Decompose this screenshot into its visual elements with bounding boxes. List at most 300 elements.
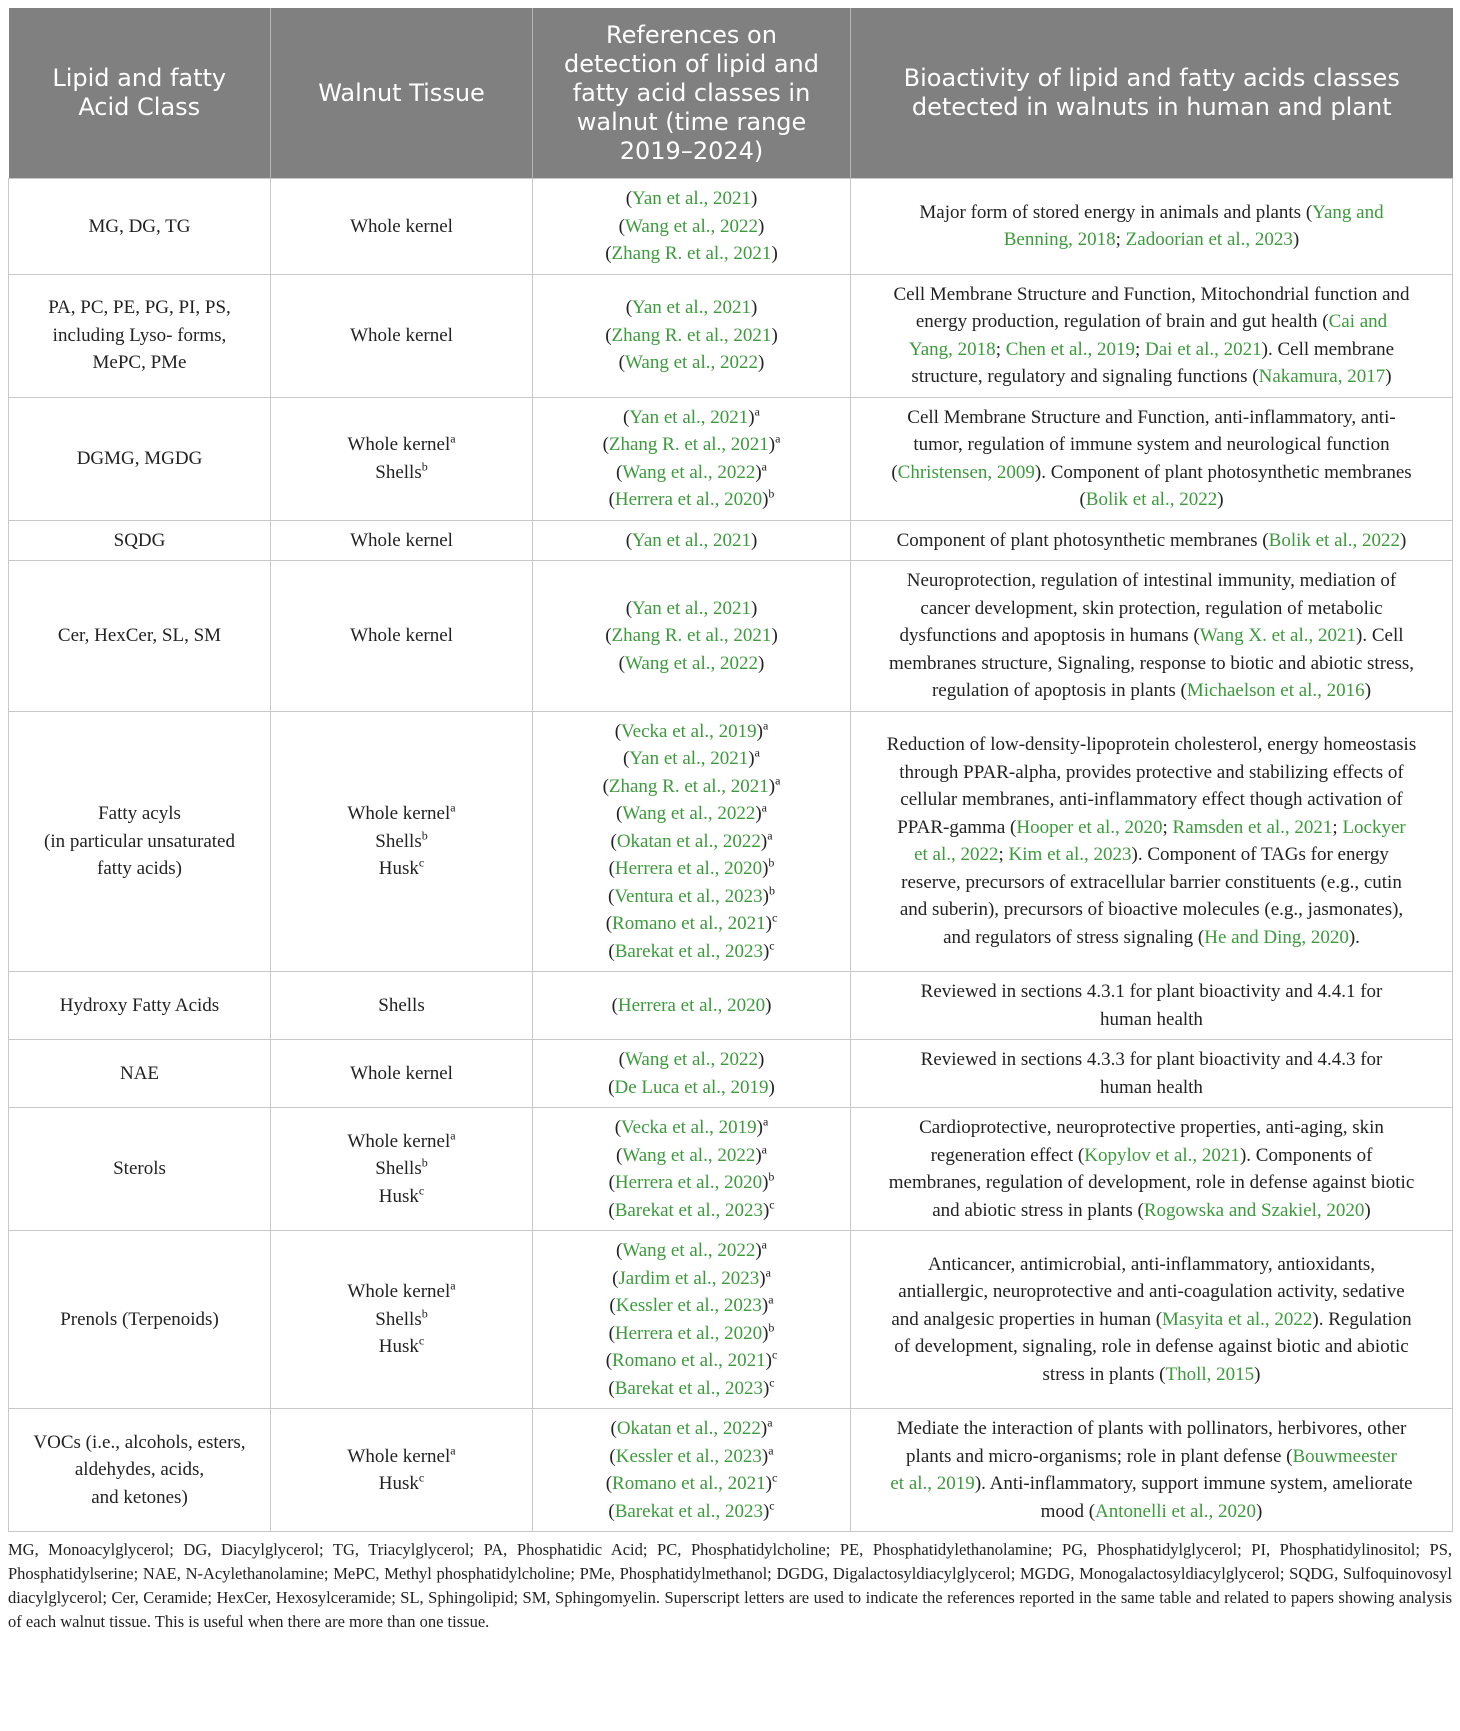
bioactivity-line [863, 336, 1440, 364]
reference-item: (Yan et al., 2021) [625, 297, 758, 319]
reference-item: (Romano et al., 2021)$^c$ [605, 910, 778, 934]
reference-item: (Herrera et al., 2020)$^b$ [608, 855, 775, 879]
bioactivity-text: ) [1292, 229, 1300, 251]
superscript-marker: a [761, 459, 767, 474]
citation-link[interactable]: Chen et al., 2019 [1005, 338, 1135, 360]
bioactivity-text: through PPAR-alpha, provides protective and stabilizing effects of [899, 761, 1404, 783]
bioactivity-line [863, 1361, 1440, 1389]
reference-link[interactable]: Okatan et al., 2022 [616, 1418, 761, 1439]
bioactivity-line [863, 1333, 1440, 1361]
cell-references [533, 561, 851, 712]
citation-link[interactable]: Yang, 2018 [908, 338, 996, 360]
cell-walnut-tissue [271, 561, 533, 712]
superscript-marker: c [418, 1470, 425, 1485]
superscript-marker: a [762, 718, 769, 733]
bioactivity-text: and regulators of stress signaling ( [943, 926, 1205, 948]
cell-references [533, 1108, 851, 1231]
bioactivity-text: Neuroprotection, regulation of intestinal immunity, mediation of [906, 570, 1397, 591]
reference-link[interactable]: Wang et al., 2022 [622, 1144, 756, 1166]
bioactivity-text: stress in plants ( [1042, 1363, 1166, 1385]
reference-item: (Yan et al., 2021)$^a$ [623, 404, 760, 428]
tissue-label: Whole kernel [347, 1445, 451, 1467]
tissue-item [283, 213, 520, 241]
reference-link[interactable]: Kessler et al., 2023 [615, 1295, 762, 1316]
tissue-item [283, 527, 520, 555]
bioactivity-text: ). Component of TAGs for energy [1131, 844, 1389, 866]
reference-item: (Vecka et al., 2019)$^a$ [614, 718, 769, 742]
reference-link[interactable]: Wang et al., 2022 [624, 215, 759, 237]
tissue-item [283, 828, 520, 856]
citation-link[interactable]: Dai et al., 2021 [1145, 338, 1262, 360]
bioactivity-text: tumor, regulation of immune system and neurological function [913, 434, 1390, 455]
citation-link[interactable]: Wang X. et al., 2021 [1199, 625, 1357, 646]
citation-link[interactable]: Zadoorian et al., 2023 [1125, 229, 1293, 251]
cell-references [533, 397, 851, 520]
bioactivity-line [863, 226, 1440, 254]
reference-item: (Yan et al., 2021) [625, 529, 758, 551]
bioactivity-line [863, 363, 1440, 391]
reference-link[interactable]: Yan et al., 2021 [632, 297, 751, 319]
bioactivity-line [863, 567, 1440, 595]
tissue-item [283, 431, 520, 459]
lipid-class-line: Cer, HexCer, SL, SM [57, 625, 222, 646]
table-footnote: MG, Monoacylglycerol; DG, Diacylglycerol; TG, Triacylglycerol; PA, Phosphatidic Acid; PC, Phosphatidylcholine; PE, Phosphatidylethanolamine; PG, Phosphatidylglycerol; PI, Phosphatidylinositol; PS, Phosphatidylserine; NAE, N-Acylethanolamine; MePC, Methyl phosphatidylcholine; PMe, Phosphatidylmethanol; DGDG, Digalactosyldiacylglycerol; MGDG, Monogalactosyldiacylglycerol; SQDG, Sulfoquinovosyl diacylglycerol; Cer, Ceramide; HexCer, Hexosylceramide; SL, Sphingolipid; SM, Sphingomyelin. Superscript letters are used to indicate the references reported in the same table and related to papers showing analysis of each walnut tissue. This is useful when there are more than one tissue. [8, 1540, 1452, 1631]
reference-link[interactable]: Kessler et al., 2023 [615, 1445, 762, 1467]
reference-link[interactable]: Zhang R. et al., 2021 [611, 625, 772, 646]
cell-references [533, 1409, 851, 1532]
bioactivity-text: energy production, regulation of brain and gut health ( [915, 311, 1329, 332]
tissue-label: Whole kernel [350, 529, 453, 551]
bioactivity-text: ; [995, 338, 1006, 360]
table-row [9, 1040, 1453, 1108]
bioactivity-line [863, 1142, 1440, 1170]
cell-bioactivity [851, 520, 1453, 561]
cell-references [533, 972, 851, 1040]
lipid-class-line: Sterols [113, 1158, 166, 1180]
bioactivity-line [863, 1169, 1440, 1197]
lipid-class-line: NAE [119, 1062, 160, 1084]
bioactivity-line [863, 1197, 1440, 1225]
bioactivity-line [863, 281, 1440, 309]
cell-lipid-class [9, 1231, 271, 1409]
citation-link[interactable]: Kim et al., 2023 [1008, 844, 1132, 866]
header-bioactivity: Bioactivity of lipid and fatty acids classes detected in walnuts in human and plant [851, 8, 1453, 179]
cell-references [533, 179, 851, 275]
tissue-item [283, 1278, 520, 1306]
cell-walnut-tissue [271, 972, 533, 1040]
superscript-marker: b [768, 486, 775, 501]
bioactivity-text: cellular membranes, anti-inflammatory effect though activation of [900, 789, 1403, 811]
superscript-marker: a [775, 773, 781, 788]
superscript-marker: a [754, 404, 760, 419]
bioactivity-line [863, 199, 1440, 227]
bioactivity-text: ). Component of plant photosynthetic membranes [1034, 461, 1412, 483]
tissue-label: Whole kernel [347, 1281, 451, 1303]
bioactivity-text: ) [1385, 366, 1392, 387]
bioactivity-line [863, 786, 1440, 814]
superscript-marker: b [421, 1306, 428, 1321]
reference-link[interactable]: Zhang R. et al., 2021 [611, 324, 772, 346]
cell-bioactivity [851, 1040, 1453, 1108]
reference-item: (Herrera et al., 2020)$^b$ [608, 1169, 775, 1193]
tissue-item [283, 1470, 520, 1498]
reference-item: (Kessler et al., 2023)$^a$ [609, 1443, 774, 1467]
bioactivity-text: Major form of stored energy in animals and plants ( [919, 201, 1313, 223]
reference-link[interactable]: Ventura et al., 2023 [614, 885, 763, 907]
bioactivity-line [863, 622, 1440, 650]
superscript-marker: c [418, 855, 425, 870]
cell-lipid-class [9, 397, 271, 520]
bioactivity-text: Cell Membrane Structure and Function, anti-inflammatory, anti- [907, 406, 1396, 428]
citation-link[interactable]: Yang and [1312, 201, 1384, 223]
superscript-marker: a [450, 1278, 456, 1293]
superscript-marker: a [754, 745, 760, 760]
reference-link[interactable]: Romano et al., 2021 [612, 1350, 766, 1371]
cell-walnut-tissue [271, 1108, 533, 1231]
bioactivity-text: of development, signaling, role in defense against biotic and abiotic [894, 1336, 1409, 1358]
cell-references [533, 274, 851, 397]
bioactivity-text: membranes, regulation of development, role in defense against biotic [888, 1172, 1415, 1193]
bioactivity-text: antiallergic, neuroprotective and anti-coagulation activity, sedative [898, 1281, 1405, 1303]
cell-lipid-class [9, 1108, 271, 1231]
bioactivity-line [863, 677, 1440, 705]
superscript-marker: c [418, 1333, 425, 1348]
bioactivity-text: ). Regulation [1312, 1308, 1412, 1330]
cell-bioactivity [851, 397, 1453, 520]
reference-item: (Wang et al., 2022) [618, 215, 765, 237]
lipid-class-line: aldehydes, acids, [74, 1459, 205, 1481]
reference-link[interactable]: Yan et al., 2021 [629, 406, 749, 428]
bioactivity-line [863, 404, 1440, 432]
bioactivity-text: cancer development, skin protection, regulation of metabolic [920, 597, 1383, 619]
reference-link[interactable]: Zhang R. et al., 2021 [608, 434, 769, 455]
reference-link[interactable]: Herrera et al., 2020 [614, 489, 763, 510]
bioactivity-text: and suberin), precursors of bioactive molecules (e.g., jasmonates), [899, 899, 1404, 921]
bioactivity-text: ). Cell membrane [1261, 338, 1395, 360]
table-row [9, 274, 1453, 397]
tissue-item [283, 992, 520, 1020]
table-row [9, 520, 1453, 561]
citation-link[interactable]: Benning, 2018 [1003, 229, 1116, 251]
bioactivity-text: human health [1100, 1008, 1203, 1030]
bioactivity-text: ; [1162, 816, 1173, 838]
superscript-marker: a [761, 800, 767, 815]
citation-link[interactable]: Tholl, 2015 [1165, 1363, 1255, 1385]
citation-link[interactable]: Michaelson et al., 2016 [1186, 680, 1365, 701]
reference-link[interactable]: Romano et al., 2021 [612, 1473, 766, 1494]
superscript-marker: a [450, 1443, 456, 1458]
cell-lipid-class [9, 711, 271, 972]
superscript-marker: c [771, 1347, 778, 1362]
reference-link[interactable]: Wang et al., 2022 [622, 461, 756, 483]
table-row [9, 972, 1453, 1040]
bioactivity-text: ). Cell [1356, 625, 1404, 646]
tissue-label: Whole kernel [347, 803, 451, 824]
reference-link[interactable]: Zhang R. et al., 2021 [608, 775, 769, 797]
superscript-marker: a [767, 828, 773, 843]
tissue-item [283, 1128, 520, 1156]
reference-link[interactable]: Zhang R. et al., 2021 [611, 243, 772, 264]
bioactivity-line [863, 841, 1440, 869]
bioactivity-text: ( [891, 461, 898, 483]
cell-walnut-tissue [271, 520, 533, 561]
bioactivity-text: ; [1115, 229, 1126, 251]
tissue-label: Husk [378, 1185, 419, 1207]
cell-walnut-tissue [271, 1040, 533, 1108]
lipid-class-line: fatty acids) [97, 858, 182, 879]
bioactivity-text: Mediate the interaction of plants with pollinators, herbivores, other [896, 1418, 1407, 1439]
tissue-item [283, 622, 520, 650]
bioactivity-line [863, 924, 1440, 952]
citation-link[interactable]: Kopylov et al., 2021 [1084, 1144, 1240, 1166]
citation-link[interactable]: Antonelli et al., 2020 [1095, 1500, 1256, 1522]
table-row [9, 1231, 1453, 1409]
lipid-class-line: VOCs (i.e., alcohols, esters, [33, 1431, 246, 1453]
reference-link[interactable]: Yan et al., 2021 [629, 748, 749, 769]
reference-item: (Wang et al., 2022) [618, 1049, 765, 1070]
superscript-marker: a [775, 431, 781, 446]
bioactivity-line [863, 308, 1440, 336]
lipid-class-line: Prenols (Terpenoids) [60, 1308, 219, 1330]
citation-link[interactable]: Bouwmeester [1292, 1445, 1397, 1467]
citation-link[interactable]: Christensen, 2009 [897, 461, 1035, 483]
bioactivity-text: ) [1400, 529, 1407, 551]
tissue-item [283, 1183, 520, 1211]
tissue-label: Shells [378, 994, 425, 1016]
bioactivity-text: ) [1364, 680, 1372, 701]
reference-item: (De Luca et al., 2019) [608, 1076, 775, 1098]
bioactivity-text: ; [1135, 338, 1146, 360]
bioactivity-line [863, 486, 1440, 514]
cell-bioactivity [851, 972, 1453, 1040]
cell-walnut-tissue [271, 397, 533, 520]
reference-item: (Wang et al., 2022)$^a$ [615, 800, 767, 824]
citation-link[interactable]: Rogowska and Szakiel, 2020 [1143, 1199, 1365, 1221]
citation-link[interactable]: Lockyer [1342, 816, 1406, 838]
reference-link[interactable]: Barekat et al., 2023 [614, 940, 763, 962]
reference-item: (Zhang R. et al., 2021)$^a$ [602, 431, 781, 455]
superscript-marker: c [418, 1183, 425, 1198]
superscript-marker: a [768, 1292, 774, 1307]
cell-lipid-class [9, 1409, 271, 1532]
citation-link[interactable]: Bolik et al., 2022 [1268, 529, 1401, 551]
reference-link[interactable]: Herrera et al., 2020 [614, 858, 763, 879]
reference-item: (Romano et al., 2021)$^c$ [605, 1347, 778, 1371]
tissue-label: Whole kernel [350, 625, 453, 646]
reference-item: (Zhang R. et al., 2021) [605, 324, 778, 346]
reference-item: (Wang et al., 2022)$^a$ [615, 1142, 767, 1166]
reference-link[interactable]: De Luca et al., 2019 [614, 1076, 769, 1098]
reference-item: (Yan et al., 2021) [625, 597, 758, 619]
reference-item: (Ventura et al., 2023)$^b$ [608, 883, 775, 907]
cell-bioactivity [851, 1108, 1453, 1231]
tissue-item [283, 322, 520, 350]
reference-link[interactable]: Vecka et al., 2019 [621, 1117, 757, 1138]
superscript-marker: a [765, 1265, 771, 1280]
reference-link[interactable]: Okatan et al., 2022 [616, 830, 761, 852]
header-row [9, 8, 1453, 179]
table-container [8, 8, 1452, 1634]
bioactivity-text: and abiotic stress in plants ( [932, 1199, 1144, 1221]
reference-link[interactable]: Wang et al., 2022 [622, 1240, 756, 1261]
superscript-marker: a [450, 431, 456, 446]
bioactivity-line [863, 431, 1440, 459]
citation-link[interactable]: Nakamura, 2017 [1258, 366, 1386, 387]
bioactivity-line [863, 978, 1440, 1006]
table-row [9, 711, 1453, 972]
bioactivity-line [863, 814, 1440, 842]
table-row [9, 561, 1453, 712]
cell-references [533, 1231, 851, 1409]
tissue-label: Husk [378, 1473, 419, 1494]
reference-item: (Barekat et al., 2023)$^c$ [608, 1197, 775, 1221]
reference-item: (Okatan et al., 2022)$^a$ [610, 1415, 773, 1439]
citation-link[interactable]: Ramsden et al., 2021 [1172, 816, 1333, 838]
tissue-label: Shells [375, 830, 422, 852]
bioactivity-line [863, 1306, 1440, 1334]
superscript-marker: c [771, 1470, 778, 1485]
superscript-marker: b [421, 459, 428, 474]
bioactivity-line [863, 1470, 1440, 1498]
bioactivity-line [863, 459, 1440, 487]
citation-link[interactable]: He and Ding, 2020 [1204, 926, 1349, 948]
reference-item: (Barekat et al., 2023)$^c$ [608, 1375, 775, 1399]
tissue-label: Whole kernel [350, 1062, 453, 1084]
header-lipid-class: Lipid and fatty Acid Class [9, 8, 271, 179]
bioactivity-text: structure, regulatory and signaling functions ( [911, 366, 1259, 387]
superscript-marker: a [761, 1237, 767, 1252]
superscript-marker: b [768, 1169, 775, 1184]
reference-link[interactable]: Vecka et al., 2019 [621, 720, 757, 742]
table-row [9, 179, 1453, 275]
citation-link[interactable]: et al., 2019 [890, 1473, 975, 1494]
reference-item: (Vecka et al., 2019)$^a$ [614, 1114, 769, 1138]
tissue-item [283, 1333, 520, 1361]
tissue-item [283, 1155, 520, 1183]
tissue-label: Whole kernel [350, 215, 453, 237]
lipid-class-line: PA, PC, PE, PG, PI, PS, [48, 297, 231, 319]
reference-item: (Wang et al., 2022) [618, 352, 765, 374]
bioactivity-text: PPAR-gamma ( [897, 816, 1017, 838]
table-body [9, 179, 1453, 1532]
tissue-label: Whole kernel [347, 434, 451, 455]
bioactivity-text: ( [1079, 489, 1086, 510]
superscript-marker: a [761, 1142, 767, 1157]
citation-link[interactable]: Cai and [1328, 311, 1388, 332]
lipid-table [8, 8, 1453, 1532]
table-row [9, 397, 1453, 520]
citation-link[interactable]: Bolik et al., 2022 [1085, 489, 1218, 510]
superscript-marker: b [768, 883, 775, 898]
bioactivity-text: Cell Membrane Structure and Function, Mitochondrial function and [893, 283, 1410, 305]
reference-link[interactable]: Herrera et al., 2020 [614, 1322, 763, 1344]
cell-walnut-tissue [271, 179, 533, 275]
reference-link[interactable]: Barekat et al., 2023 [614, 1500, 763, 1522]
reference-link[interactable]: Wang et al., 2022 [624, 652, 759, 674]
reference-link[interactable]: Barekat et al., 2023 [614, 1199, 763, 1221]
tissue-label: Whole kernel [347, 1130, 451, 1152]
bioactivity-text: Reviewed in sections 4.3.1 for plant bioactivity and 4.4.1 for [920, 981, 1383, 1002]
reference-item: (Yan et al., 2021) [625, 188, 758, 209]
superscript-marker: b [768, 855, 775, 870]
bioactivity-text: ). [1348, 926, 1360, 948]
cell-bioactivity [851, 711, 1453, 972]
bioactivity-line [863, 1006, 1440, 1034]
bioactivity-line [863, 1251, 1440, 1279]
reference-link[interactable]: Wang et al., 2022 [622, 803, 756, 824]
bioactivity-line [863, 896, 1440, 924]
citation-link[interactable]: Masyita et al., 2022 [1162, 1308, 1313, 1330]
reference-link[interactable]: Herrera et al., 2020 [614, 1172, 763, 1193]
tissue-label: Shells [375, 1158, 422, 1180]
bioactivity-line [863, 1074, 1440, 1102]
lipid-class-line: MG, DG, TG [88, 215, 191, 237]
tissue-item [283, 855, 520, 883]
cell-walnut-tissue [271, 711, 533, 972]
bioactivity-line [863, 527, 1440, 555]
tissue-item [283, 1443, 520, 1471]
reference-link[interactable]: Yan et al., 2021 [632, 188, 751, 209]
tissue-label: Shells [375, 461, 422, 483]
superscript-marker: a [762, 1114, 769, 1129]
bioactivity-text: reserve, precursors of extracellular barrier constituents (e.g., cutin [901, 871, 1402, 893]
citation-link[interactable]: et al., 2022 [914, 844, 999, 866]
superscript-marker: a [768, 1443, 774, 1458]
reference-item: (Okatan et al., 2022)$^a$ [610, 828, 773, 852]
bioactivity-text: ; [1332, 816, 1343, 838]
reference-link[interactable]: Yan et al., 2021 [632, 529, 751, 551]
reference-item: (Wang et al., 2022)$^a$ [615, 459, 767, 483]
bioactivity-line [863, 869, 1440, 897]
superscript-marker: c [769, 938, 775, 953]
cell-references [533, 711, 851, 972]
superscript-marker: a [450, 800, 456, 815]
reference-link[interactable]: Yan et al., 2021 [632, 597, 751, 619]
superscript-marker: b [421, 1155, 428, 1170]
bioactivity-text: ) [1364, 1199, 1371, 1221]
superscript-marker: c [769, 1375, 775, 1390]
lipid-class-line: Fatty acyls [98, 803, 181, 824]
lipid-class-line: SQDG [113, 529, 166, 551]
reference-link[interactable]: Wang et al., 2022 [624, 352, 759, 374]
bioactivity-text: ). Anti-inflammatory, support immune system, ameliorate [974, 1473, 1413, 1494]
bioactivity-text: human health [1100, 1076, 1203, 1098]
lipid-class-line: Hydroxy Fatty Acids [59, 994, 220, 1016]
bioactivity-line [863, 650, 1440, 678]
reference-link[interactable]: Wang et al., 2022 [624, 1049, 759, 1070]
bioactivity-text: ; [998, 844, 1009, 866]
tissue-label: Shells [375, 1308, 422, 1330]
superscript-marker: b [421, 828, 428, 843]
superscript-marker: c [769, 1197, 775, 1212]
lipid-class-line: (in particular unsaturated [44, 830, 235, 852]
superscript-marker: c [769, 1498, 775, 1513]
reference-link[interactable]: Barekat et al., 2023 [614, 1377, 763, 1399]
cell-walnut-tissue [271, 1231, 533, 1409]
bioactivity-text: regeneration effect ( [930, 1144, 1085, 1166]
bioactivity-text: ) [1255, 1500, 1263, 1522]
reference-link[interactable]: Romano et al., 2021 [612, 913, 766, 934]
lipid-class-line: including Lyso- forms, [52, 324, 227, 346]
citation-link[interactable]: Hooper et al., 2020 [1016, 816, 1163, 838]
cell-walnut-tissue [271, 1409, 533, 1532]
bioactivity-line [863, 1415, 1440, 1443]
reference-link[interactable]: Jardim et al., 2023 [618, 1267, 760, 1289]
reference-item: (Herrera et al., 2020)$^b$ [608, 1320, 775, 1344]
bioactivity-line [863, 1046, 1440, 1074]
reference-link[interactable]: Herrera et al., 2020 [617, 994, 766, 1016]
bioactivity-text: ) [1254, 1363, 1261, 1385]
